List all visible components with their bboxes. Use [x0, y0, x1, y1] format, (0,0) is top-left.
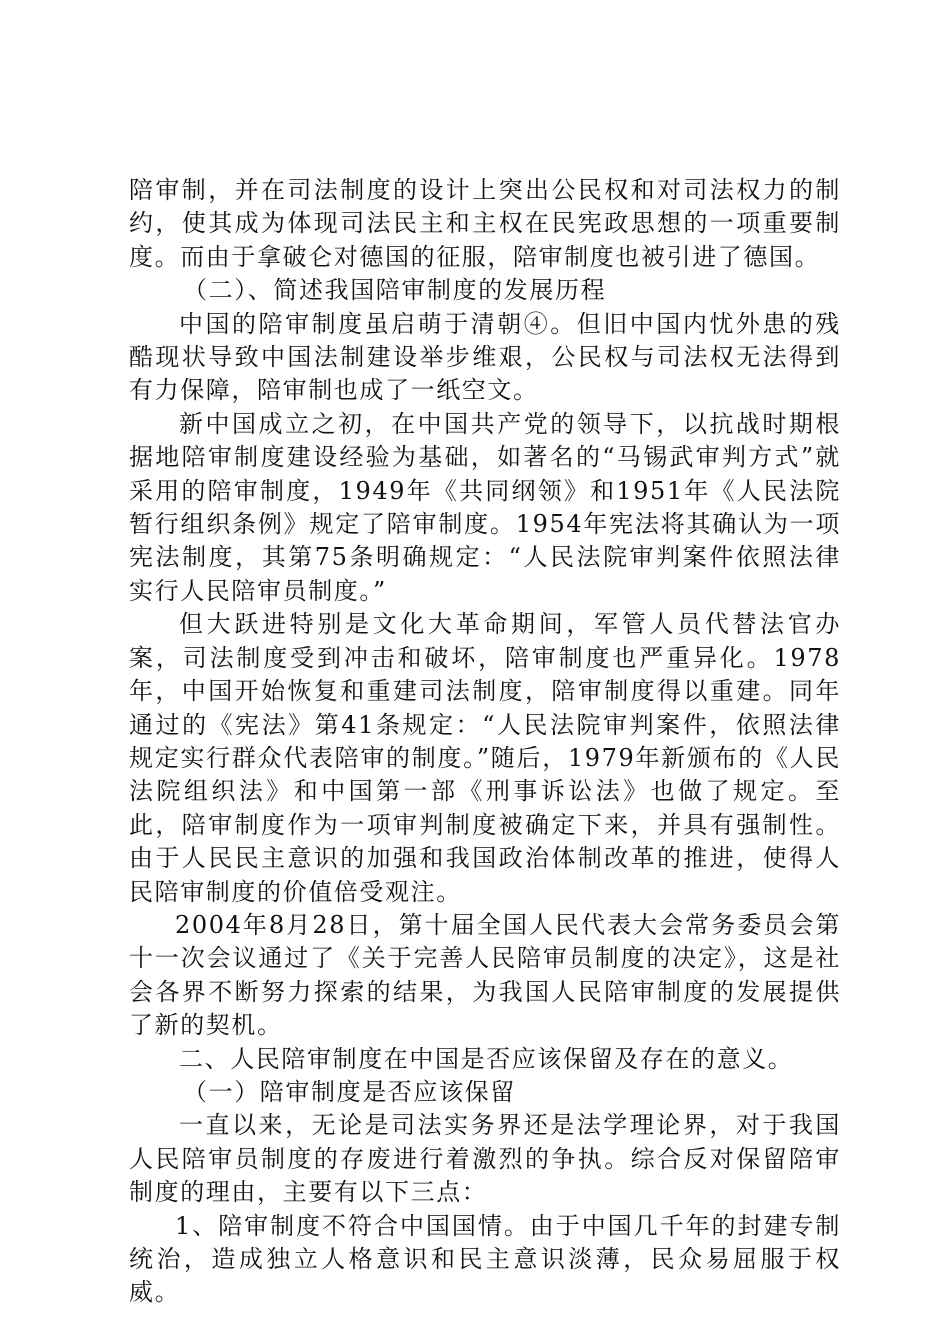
paragraph-debate: 一直以来，无论是司法实务界还是法学理论界，对于我国人民陪审员制度的存废进行着激烈的争执。综合反对保留陪审制度的理由，主要有以下三点： [129, 1111, 841, 1207]
paragraph-cultural-revolution: 但大跃进特别是文化大革命期间，军管人员代替法官办案，司法制度受到冲击和破坏，陪审制度也严重异化。1978年，中国开始恢复和重建司法制度，陪审制度得以重建。同年通过的《宪法》第41条规定：“人民法院审判案件，依照法律规定实行群众代表陪审的制度。”随后，1979年新颁布的《人民法院组织法》和中国第一部《刑事诉讼法》也做了规定。至此，陪审制度作为一项审判制度被确定下来，并具有强制性。由于人民民主意识的加强和我国政治体制改革的推进，使得人民陪审制度的价值倍受观注。 [129, 610, 841, 906]
paragraph-qing-dynasty: 中国的陪审制度虽启萌于清朝④。但旧中国内忧外患的残酷现状导致中国法制建设举步维艰，公民权与司法权无法得到有力保障，陪审制也成了一纸空文。 [129, 309, 841, 405]
section-heading-history: （二）、简述我国陪审制度的发展历程 [183, 276, 607, 305]
paragraph-jury-origin: 陪审制，并在司法制度的设计上突出公民权和对司法权力的制约，使其成为体现司法民主和主权在民宪政思想的一项重要制度。而由于拿破仑对德国的征服，陪审制度也被引进了德国。 [129, 176, 841, 271]
paragraph-reason-1: 1、陪审制度不符合中国国情。由于中国几千年的封建专制统治，造成独立人格意识和民主意识淡薄，民众易屈服于权威。 [129, 1211, 841, 1307]
document-page [129, 174, 841, 1310]
paragraph-2004-decision: 2004年8月28日，第十届全国人民代表大会常务委员会第十一次会议通过了《关于完善人民陪审员制度的决定》，这是社会各界不断努力探索的结果，为我国人民陪审制度的发展提供了新的契机。 [129, 910, 841, 1040]
section-heading-retention: 二、人民陪审制度在中国是否应该保留及存在的意义。 [179, 1044, 794, 1073]
subsection-heading-should-retain: （一）陪审制度是否应该保留 [183, 1077, 516, 1106]
paragraph-new-china: 新中国成立之初，在中国共产党的领导下，以抗战时期根据地陪审制度建设经验为基础，如著名的“马锡武审判方式”就采用的陪审制度，1949年《共同纲领》和1951年《人民法院暂行组织条例》规定了陪审制度。1954年宪法将其确认为一项宪法制度，其第75条明确规定：“人民法院审判案件依照法律实行人民陪审员制度。” [129, 409, 841, 605]
